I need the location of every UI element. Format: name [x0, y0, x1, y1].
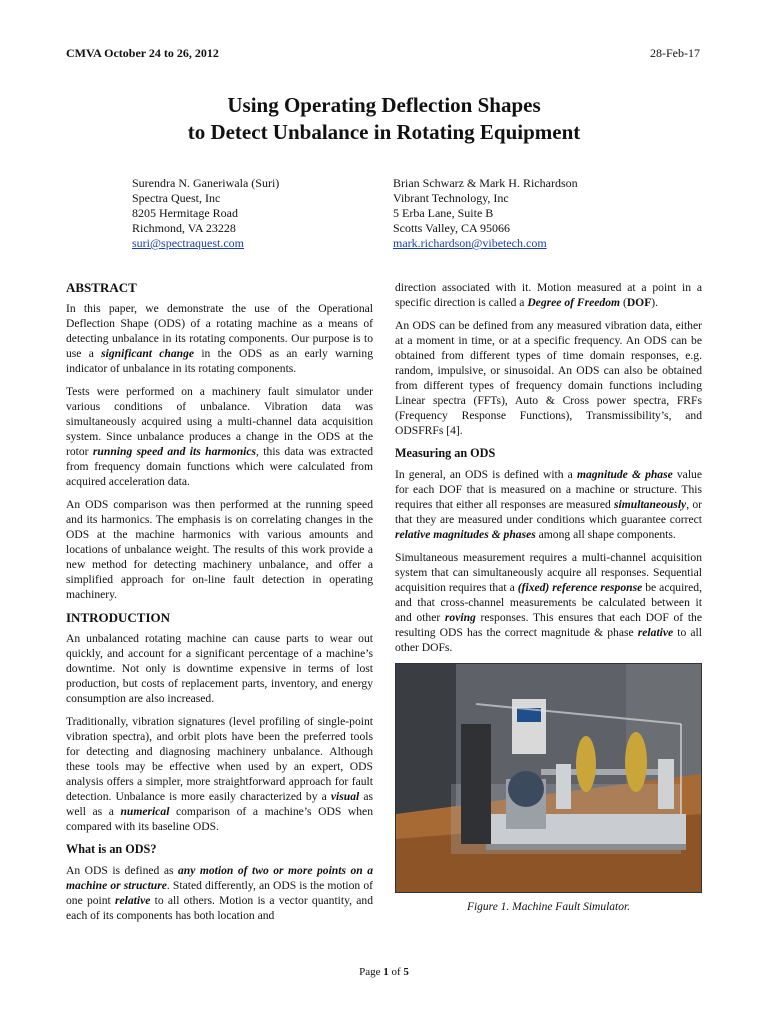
machine-fault-simulator-photo — [395, 663, 702, 893]
author-name: Surendra N. Ganeriwala (Suri) — [132, 176, 280, 190]
page-number: 1 — [383, 966, 389, 978]
abstract-paragraph-2: Tests were performed on a machinery fault simulator under various conditions of unbalance. Vibration data was simultaneously acquired using a multi-channel data acquisition system. Since unbalance produces a change in the ODS at the rotor running speed and its harmonics, this data was extracted from frequency domain functions which were calculated from acquired acceleration data. — [66, 385, 373, 488]
author-address-2: Richmond, VA 23228 — [132, 221, 236, 235]
figure-1 — [395, 663, 702, 915]
author-org: Spectra Quest, Inc — [132, 191, 221, 205]
right-column — [395, 280, 702, 915]
page-footer — [0, 966, 768, 978]
page-word: Page — [359, 966, 381, 978]
dof-paragraph: direction associated with it. Motion measured at a point in a specific direction is called a Degree of Freedom (DOF). — [395, 281, 702, 309]
author-email-link[interactable]: suri@spectraquest.com — [132, 236, 245, 250]
author-address-1: 5 Erba Lane, Suite B — [393, 206, 494, 220]
abstract-heading: ABSTRACT — [66, 280, 137, 295]
conference-label: CMVA October 24 to 26, 2012 — [66, 46, 219, 60]
paper-title — [0, 92, 768, 146]
what-is-ods-heading: What is an ODS? — [66, 842, 157, 856]
machine-photo-illustration — [396, 664, 701, 892]
figure-caption: Figure 1. Machine Fault Simulator. — [466, 901, 631, 913]
author-name: Brian Schwarz & Mark H. Richardson — [393, 176, 578, 190]
introduction-heading: INTRODUCTION — [66, 610, 171, 625]
title-line-1: Using Operating Deflection Shapes — [227, 93, 541, 117]
author-address-2: Scotts Valley, CA 95066 — [393, 221, 511, 235]
ods-definition-paragraph: An ODS can be defined from any measured vibration data, either at a moment in time, or at a specific frequency. An ODS can be obtained from different types of time domain responses, e.g. random, impulsive, or sinusoidal. An ODS can also be obtained from different types of frequency domain functions including Linear spectra (FFTs), Auto & Cross power spectra, FRFs (Frequency Response Functions), Transmissibility’s, and ODSFRFs [4]. — [395, 319, 702, 437]
abstract-paragraph-3: An ODS comparison was then performed at the running speed and its harmonics. The emphasis is on correlating changes in the ODS at the machine harmonics with various amounts and locations of unbalance weight. The results of this work provide a new method for detecting machinery unbalance, and offer a simplified approach for on-line fault detection in operating machinery. — [66, 498, 373, 601]
what-is-ods-paragraph: An ODS is defined as any motion of two or more points on a machine or structure. Stated differently, an ODS is the motion of one point relative to all others. Motion is a vector quantity, and each of its components has both location and — [66, 864, 374, 922]
date-label: 28-Feb-17 — [650, 46, 700, 60]
abstract-paragraph-1: In this paper, we demonstrate the use of the Operational Deflection Shape (ODS) of a rotating machine as a means of detecting unbalance in its rotating components. Our purpose is to use a significant change in the ODS as an early warning indicator of unbalance in its rotating components. — [66, 302, 373, 375]
measuring-paragraph-2: Simultaneous measurement requires a multi-channel acquisition system that can simultaneously acquire all responses. Sequential acquisition requires that a (fixed) reference response be acquired, and that cross-channel measurements be calculated between it and other roving responses. This ensures that each DOF of the resulting ODS has the correct magnitude & phase relative to all other DOFs. — [395, 551, 703, 654]
title-line-2: to Detect Unbalance in Rotating Equipment — [187, 120, 581, 144]
intro-paragraph-2: Traditionally, vibration signatures (level profiling of single-point vibration spectra), and orbit plots have been the preferred tools for detecting and diagnosing machinery unbalance. Although these tools may be effective when used by an expert, ODS analysis offers a simpler, more straightforward approach for fault detection. Unbalance is more easily characterized by a visual as well as a numerical comparison of a machine’s ODS when compared with its baseline ODS. — [66, 715, 373, 833]
author-block-1 — [132, 176, 279, 251]
author-email-link[interactable]: mark.richardson@vibetech.com — [393, 236, 547, 250]
intro-paragraph-1: An unbalanced rotating machine can cause parts to wear out quickly, and account for a significant percentage of a machine’s downtime. Not only is downtime expensive in terms of lost production, but costs of replacement parts, inventory, and energy consumption are also increased. — [66, 632, 373, 705]
author-address-1: 8205 Hermitage Road — [132, 206, 238, 220]
measuring-paragraph-1: In general, an ODS is defined with a magnitude & phase value for each DOF that is measured on a machine or structure. This requires that either all responses are measured simultaneously, or that they are measured under conditions which guarantee correct relative magnitudes & phases among all shape components. — [395, 468, 702, 541]
measuring-ods-heading: Measuring an ODS — [395, 446, 496, 460]
author-org: Vibrant Technology, Inc — [393, 191, 509, 205]
author-block-2 — [393, 176, 578, 251]
page-total: 5 — [403, 966, 409, 978]
of-word: of — [391, 966, 401, 978]
left-column — [66, 280, 373, 931]
